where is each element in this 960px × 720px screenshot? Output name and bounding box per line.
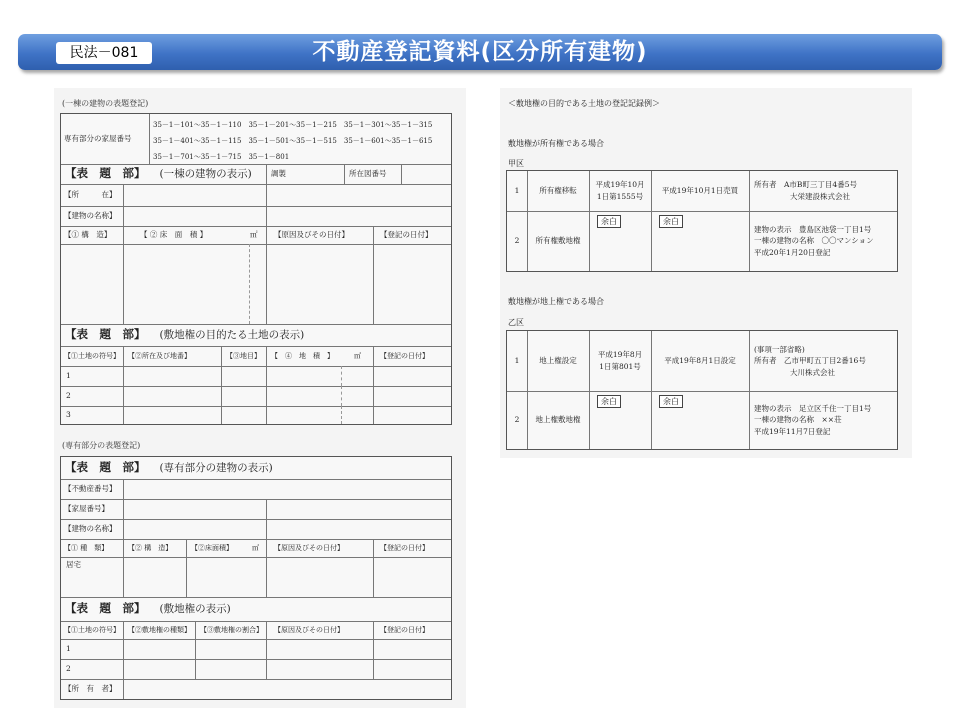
site-registration-date-header: 【登記の日付】 [380, 625, 429, 634]
building-registration-form [60, 113, 452, 425]
unit-building-name-row [61, 519, 451, 540]
site-right-section-header [61, 597, 451, 622]
kouku-row-number: 2 [514, 236, 520, 246]
kind-body-row [61, 557, 451, 598]
land-row-number: 3 [66, 410, 71, 420]
otsuku-cause-blank [651, 391, 691, 449]
land-registration-date-header: 【登記の日付】 [380, 351, 429, 360]
land-code-header: 【①土地の符号】 [64, 351, 120, 360]
blank-mark: 余白 [597, 215, 621, 228]
kouku-row-number: 1 [514, 186, 520, 196]
otsuku-purpose: 地上権設定 [539, 356, 577, 366]
unit-section-title: 【表 題 部】 (専有部分の建物の表示) [65, 460, 273, 475]
map-number-label: 所在図番号 [349, 169, 387, 179]
owner-row [61, 679, 451, 699]
unit-numbers-line: 35－1－401～35－1－115 35－1－501～35－1－515 35－1－601～35－1－615 [153, 137, 433, 145]
land-row [61, 386, 451, 407]
title-banner [18, 34, 942, 70]
blank-mark: 余白 [659, 395, 683, 408]
case2-title: 敷地権が地上権である場合 [508, 297, 604, 306]
unit-numbers-line: 35－1－701～35－1－715 35－1－801 [153, 153, 290, 161]
kouku-details: 建物の表示 豊島区池袋一丁目1号 一棟の建物の名称 〇〇マンション 平成20年1月20日登記 [754, 224, 874, 257]
record-example-caption: ＜敷地権の目的である土地の登記記録例＞ [508, 99, 660, 108]
unit-structure-header: 【② 構 造】 [128, 543, 173, 552]
otsuku-purpose: 地上権敷地権 [535, 415, 581, 425]
unit-numbers-block [153, 117, 432, 165]
site-row [61, 639, 451, 660]
land-header-row [61, 346, 451, 367]
unit-cause-date-header: 【原因及びその日付】 [274, 543, 344, 552]
otsuku-cause: 平成19年8月1日設定 [664, 356, 736, 366]
location-label: 【所 在】 [64, 190, 117, 200]
otsuku-row [507, 391, 897, 449]
unit-registration-form [60, 456, 452, 700]
land-row [61, 406, 451, 424]
otsuku-details: (事項一部省略) 所有者 乙市甲町五丁目2番16号 大川株式会社 [754, 344, 866, 377]
slide-number-badge: 民法－081 [56, 42, 152, 64]
land-row-number: 1 [66, 371, 71, 381]
site-land-section-header [61, 324, 451, 347]
land-row-number: 2 [66, 391, 71, 401]
house-number-row [61, 499, 451, 520]
land-location-header: 【②所在及び地番】 [128, 351, 191, 360]
site-header-row [61, 621, 451, 640]
otsuku-details: 建物の表示 足立区千住一丁目1号 一棟の建物の名称 ××荘 平成19年11月7日登記 [754, 403, 872, 436]
otsuku-row-number: 2 [514, 415, 520, 425]
floor-area-header: 【 ② 床 面 積 】 [140, 230, 208, 240]
kouku-details: 所有者 A市B町三丁目4番5号 大栄建設株式会社 [754, 180, 857, 201]
case1-section: 甲区 [508, 159, 524, 168]
cause-date-header: 【原因及びその日付】 [274, 230, 349, 240]
case2-section: 乙区 [508, 318, 524, 327]
unit-building-name-label: 【建物の名称】 [64, 524, 117, 534]
kouku-cause: 平成19年10月1日売買 [661, 186, 739, 196]
unit-square-meter-unit: ㎡ [252, 543, 259, 552]
square-meter-unit: ㎡ [250, 230, 258, 240]
site-row-number: 1 [66, 644, 71, 654]
kouku-row [507, 171, 897, 212]
unit-registration-date-header: 【登記の日付】 [380, 543, 429, 552]
kouku-table [506, 170, 898, 272]
land-area-header: 【 ④ 地 積 】 [271, 351, 334, 360]
unit-numbers-row [61, 114, 451, 165]
otsuku-receipt-blank [589, 391, 629, 449]
kind-value: 居宅 [66, 560, 81, 569]
building-section-title: 【表 題 部】 (一棟の建物の表示) [65, 166, 252, 181]
owner-label: 【所 有 者】 [64, 684, 117, 694]
site-row [61, 659, 451, 680]
unit-caption: (専有部分の表題登記) [62, 441, 141, 450]
kouku-row [507, 211, 897, 271]
unit-numbers-line: 35－1－101～35－1－110 35－1－201～35－1－215 35－1－301～35－1－315 [153, 121, 433, 129]
land-row [61, 366, 451, 387]
adjust-label: 調製 [271, 169, 286, 179]
structure-body-row [61, 244, 451, 325]
structure-header: 【① 構 造】 [64, 230, 112, 240]
blank-mark: 余白 [659, 215, 683, 228]
site-right-section-title: 【表 題 部】 (敷地権の表示) [65, 601, 231, 616]
house-number-label: 【家屋番号】 [64, 504, 109, 514]
slide-title: 不動産登記資料(区分所有建物) [312, 39, 648, 65]
registration-date-header: 【登記の日付】 [380, 230, 433, 240]
kouku-purpose: 所有権移転 [539, 186, 577, 196]
kouku-receipt: 平成19年10月 1日第1555号 [595, 180, 645, 201]
blank-mark: 余白 [597, 395, 621, 408]
kouku-purpose: 所有権敷地権 [535, 236, 581, 246]
structure-header-row [61, 226, 451, 245]
property-number-label: 【不動産番号】 [64, 484, 117, 494]
unit-numbers-label: 専有部分の家屋番号 [64, 134, 132, 144]
building-name-label: 【建物の名称】 [64, 211, 117, 221]
site-row-number: 2 [66, 664, 71, 674]
property-number-row [61, 479, 451, 500]
otsuku-table [506, 330, 898, 450]
building-name-row [61, 206, 451, 227]
site-kind-header: 【②敷地権の種類】 [128, 625, 191, 634]
land-area-unit: ㎡ [354, 351, 361, 360]
kouku-receipt-blank [589, 211, 629, 271]
case1-title: 敷地権が所有権である場合 [508, 139, 604, 148]
site-code-header: 【①土地の符号】 [64, 625, 120, 634]
kind-header: 【① 種 類】 [64, 543, 109, 552]
land-category-header: 【③地目】 [226, 351, 261, 360]
location-row [61, 184, 451, 207]
site-cause-date-header: 【原因及びその日付】 [274, 625, 344, 634]
building-section-header [61, 164, 451, 185]
site-ratio-header: 【③敷地権の割合】 [200, 625, 263, 634]
otsuku-row-number: 1 [514, 356, 520, 366]
kouku-cause-blank [651, 211, 691, 271]
otsuku-receipt: 平成19年8月 1日第801号 [597, 350, 643, 371]
otsuku-row [507, 331, 897, 392]
kind-header-row [61, 539, 451, 558]
site-land-section-title: 【表 題 部】 (敷地権の目的たる土地の表示) [65, 327, 305, 342]
unit-floor-area-header: 【②床面積】 [191, 543, 233, 552]
building-caption: (一棟の建物の表題登記) [62, 99, 149, 108]
unit-section-header [61, 457, 451, 480]
